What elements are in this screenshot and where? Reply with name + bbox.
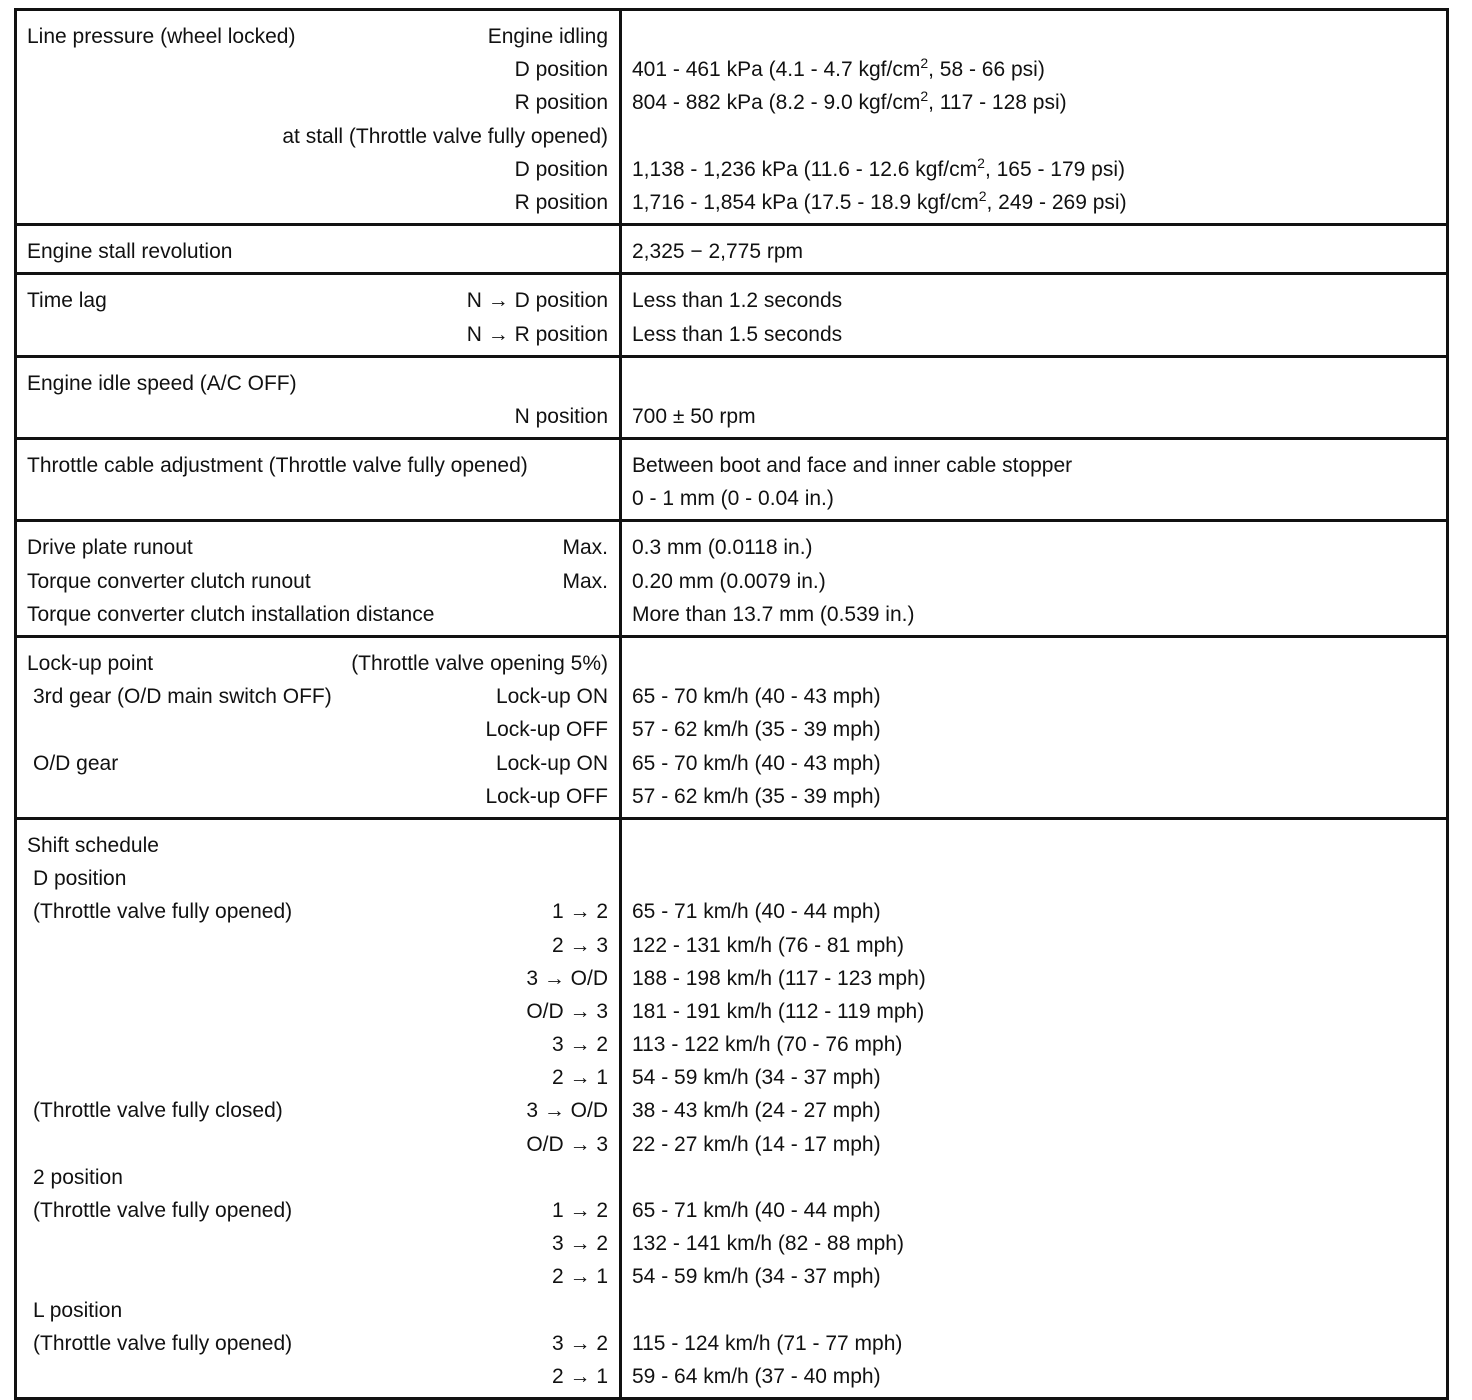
shift-2-3-2: 3 → 2 bbox=[551, 1232, 608, 1256]
drive-plate-max-label: Max. bbox=[562, 536, 608, 560]
drive-plate-runout-value: 0.3 mm (0.0118 in.) bbox=[632, 536, 813, 560]
shift-d-closed-3-od: 3 → O/D bbox=[526, 1099, 608, 1123]
at-stall-label: at stall (Throttle valve fully opened) bbox=[282, 124, 608, 148]
shift-2-1-2: 1 → 2 bbox=[551, 1199, 608, 1222]
install-distance-label: Torque converter clutch installation distance bbox=[27, 602, 435, 626]
third-on-label: Lock-up ON bbox=[495, 685, 608, 709]
shift-d-3-2: 3 → 2 bbox=[551, 1033, 608, 1057]
od-on-label: Lock-up ON bbox=[495, 751, 608, 775]
od-gear-label: O/D gear bbox=[33, 751, 119, 775]
shift-d-value-4: 181 - 191 km/h (112 - 119 mph) bbox=[632, 999, 925, 1023]
row-lockup bbox=[16, 637, 1448, 819]
shift-d-2-1: 2 → 1 bbox=[551, 1066, 608, 1090]
shift-d-closed-od-3: O/D → 3 bbox=[526, 1132, 608, 1156]
shift-d-value-5: 113 - 122 km/h (70 - 76 mph) bbox=[632, 1033, 903, 1057]
shift-d-value-2: 122 - 131 km/h (76 - 81 mph) bbox=[632, 933, 904, 957]
throttle-cable-label: Throttle cable adjustment (Throttle valve fully opened) bbox=[27, 454, 528, 478]
row-line-pressure bbox=[16, 10, 1448, 225]
shift-d-tv-opened-label: (Throttle valve fully opened) bbox=[33, 900, 293, 924]
idle-r-position-label: R position bbox=[514, 91, 608, 115]
shift-d-value-3: 188 - 198 km/h (117 - 123 mph) bbox=[632, 966, 926, 990]
shift-l-value-1: 115 - 124 km/h (71 - 77 mph) bbox=[632, 1331, 903, 1355]
third-on-value: 65 - 70 km/h (40 - 43 mph) bbox=[632, 685, 881, 709]
od-off-value: 57 - 62 km/h (35 - 39 mph) bbox=[632, 784, 881, 808]
stall-d-position-label: D position bbox=[514, 157, 608, 181]
shift-2-tv-opened-label: (Throttle valve fully opened) bbox=[33, 1199, 293, 1222]
stall-revolution-value: 2,325 − 2,775 rpm bbox=[632, 240, 804, 264]
shift-l-2-1: 2 → 1 bbox=[551, 1364, 608, 1388]
shift-d-value-8: 22 - 27 km/h (14 - 17 mph) bbox=[632, 1132, 881, 1156]
install-distance-value: More than 13.7 mm (0.539 in.) bbox=[632, 602, 915, 626]
throttle-cable-value-2: 0 - 1 mm (0 - 0.04 in.) bbox=[632, 487, 834, 511]
row-time-lag bbox=[16, 274, 1448, 356]
shift-d-2-3: 2 → 3 bbox=[551, 933, 608, 957]
lockup-label: Lock-up point bbox=[27, 652, 154, 675]
third-off-value: 57 - 62 km/h (35 - 39 mph) bbox=[632, 718, 881, 742]
n-r-value: Less than 1.5 seconds bbox=[632, 322, 843, 346]
row-throttle-cable bbox=[16, 439, 1448, 521]
idle-d-pressure-value: 401 - 461 kPa (4.1 - 4.7 kgf/$cm^2$, 58 - 66 psi) bbox=[632, 55, 1045, 82]
stall-d-pressure-value: 1,138 - 1,236 kPa (11.6 - 12.6 kgf/$cm^2$, 165 - 179 psi) bbox=[632, 154, 1126, 181]
shift-d-1-2: 1 → 2 bbox=[551, 900, 608, 924]
n-d-label: N → D position bbox=[466, 289, 608, 313]
od-on-value: 65 - 70 km/h (40 - 43 mph) bbox=[632, 751, 881, 775]
line-pressure-values bbox=[621, 10, 1448, 225]
shift-2-2-1: 2 → 1 bbox=[551, 1265, 608, 1289]
shift-2-value-2: 132 - 141 km/h (82 - 88 mph) bbox=[632, 1232, 904, 1256]
n-d-value: Less than 1.2 seconds bbox=[632, 289, 843, 313]
shift-l-value-2: 59 - 64 km/h (37 - 40 mph) bbox=[632, 1364, 881, 1388]
shift-d-position-label: D position bbox=[33, 867, 127, 891]
torque-runout-value: 0.20 mm (0.0079 in.) bbox=[632, 569, 826, 593]
od-off-label: Lock-up OFF bbox=[485, 784, 608, 808]
shift-2-value-3: 54 - 59 km/h (34 - 37 mph) bbox=[632, 1265, 881, 1289]
shift-d-value-6: 54 - 59 km/h (34 - 37 mph) bbox=[632, 1066, 881, 1090]
shift-d-value-7: 38 - 43 km/h (24 - 27 mph) bbox=[632, 1099, 881, 1123]
idle-speed-value: 700 ± 50 rpm bbox=[632, 404, 756, 428]
n-position-label: N position bbox=[514, 404, 608, 428]
third-gear-label: 3rd gear (O/D main switch OFF) bbox=[33, 685, 332, 709]
throttle-cable-value-1: Between boot and face and inner cable stopper bbox=[632, 454, 1073, 478]
shift-2-value-1: 65 - 71 km/h (40 - 44 mph) bbox=[632, 1199, 881, 1222]
stall-r-pressure-value: 1,716 - 1,854 kPa (17.5 - 18.9 kgf/$cm^2$, 249 - 269 psi) bbox=[632, 187, 1127, 214]
shift-d-tv-closed-label: (Throttle valve fully closed) bbox=[33, 1099, 283, 1123]
shift-d-value-1: 65 - 71 km/h (40 - 44 mph) bbox=[632, 900, 881, 924]
shift-d-3-od: 3 → O/D bbox=[526, 966, 608, 990]
shift-l-3-2: 3 → 2 bbox=[551, 1331, 608, 1355]
n-r-label: N → R position bbox=[466, 322, 608, 346]
stall-revolution-label: Engine stall revolution bbox=[27, 240, 233, 264]
drive-plate-runout-label: Drive plate runout bbox=[27, 536, 193, 560]
shift-l-position-label: L position bbox=[33, 1298, 123, 1322]
shift-2-position-label: 2 position bbox=[33, 1165, 123, 1189]
torque-runout-label: Torque converter clutch runout bbox=[27, 569, 311, 593]
row-stall-revolution bbox=[16, 225, 1448, 274]
line-pressure-labels bbox=[16, 10, 621, 225]
row-shift-schedule bbox=[16, 818, 1448, 1398]
shift-d-od-3: O/D → 3 bbox=[526, 999, 608, 1023]
time-lag-label: Time lag bbox=[27, 289, 107, 313]
third-off-label: Lock-up OFF bbox=[485, 718, 608, 742]
idle-r-pressure-value: 804 - 882 kPa (8.2 - 9.0 kgf/$cm^2$, 117 - 128 psi) bbox=[632, 88, 1067, 115]
row-runout bbox=[16, 521, 1448, 637]
engine-idling-label: Engine idling bbox=[487, 25, 608, 48]
stall-r-position-label: R position bbox=[514, 190, 608, 214]
idle-d-position-label: D position bbox=[514, 58, 608, 82]
lockup-throttle-label: (Throttle valve opening 5%) bbox=[351, 652, 608, 675]
spec-table bbox=[14, 8, 1449, 1400]
shift-schedule-label: Shift schedule bbox=[27, 833, 159, 857]
torque-max-label: Max. bbox=[562, 569, 608, 593]
idle-speed-label: Engine idle speed (A/C OFF) bbox=[27, 371, 297, 395]
row-idle-speed bbox=[16, 356, 1448, 438]
line-pressure-label: Line pressure (wheel locked) bbox=[27, 25, 296, 48]
shift-l-tv-opened-label: (Throttle valve fully opened) bbox=[33, 1331, 293, 1355]
